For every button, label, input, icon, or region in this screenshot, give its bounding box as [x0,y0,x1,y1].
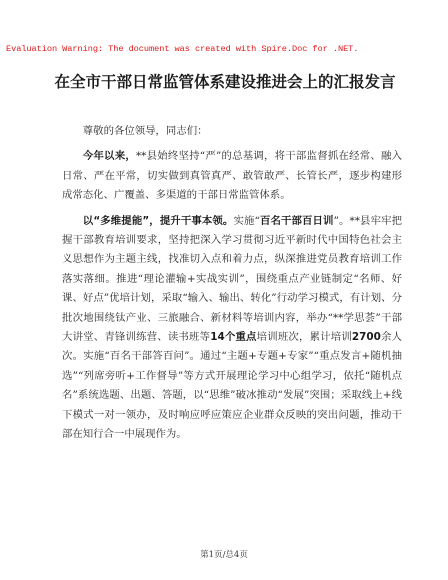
page-footer: 第1页/总4页 [200,550,248,560]
paragraph-2-bold-b: 14个重点 [210,331,257,344]
paragraph-1-lead: 今年以来， [82,150,136,163]
paragraph-2 [62,212,402,445]
paragraph-2-lead: 以“多维提能”，提升干事本领。 [82,214,234,227]
paragraph-1 [62,147,402,205]
paragraph-2-bold-a: 百名干部百日训 [259,214,334,227]
paragraph-2-text-c: 培训班次，累计培训 [256,331,352,344]
paragraph-2-bold-c: 2700 [351,331,381,344]
document-body [62,122,402,445]
paragraph-2-text-a: 实施“ [233,214,260,227]
paragraph-2-text-b: ”。**县牢牢把握干部教育培训要求，坚持把深入学习贯彻习近平新时代中国特色社会主义思想作为主题主线，找准切入点和着力点，纵深推进党员教育培训工作落实落细。推进“理论灌输+实战实训”，围绕重点产业链制定“名师、好课、好点”优培计划，采取“输入、输出、转化”行动学习模式，有计划、分批次地围绕钛产业、三旅融合、新材料等培训内容，举办“**学思荟”干部大讲堂、青锋训练营、读书班等 [62,214,403,344]
evaluation-warning: Evaluation Warning: The document was created with Spire.Doc for .NET. [6,44,359,54]
document-title: 在全市干部日常监管体系建设推进会上的汇报发言 [54,73,396,91]
salutation: 尊敬的各位领导，同志们： [82,125,208,137]
paragraph-1-text: **县始终坚持“严”的总基调，将干部监督抓在经常、融入日常、严在平常，切实做到真管真严、敢管敢严、长管长严，逐步构建形成常态化、广覆盖、多渠道的干部日常监管体系。 [62,150,403,202]
paragraph-2-text-d: 余人次。实施“百名干部答百问”。通过“主题+专题+专家”“重点发言+随机抽选”“列席旁听+工作督导”等方式开展理论学习中心组学习，依托“随机点名”系统选题、出题、答题，以“思维”破冰推动“发展”突围；采取线上+线下模式一对一领办，及时响应呼应策应企业群众反映的突出问题，推动干部在知行合一中展现作为。 [62,331,403,441]
